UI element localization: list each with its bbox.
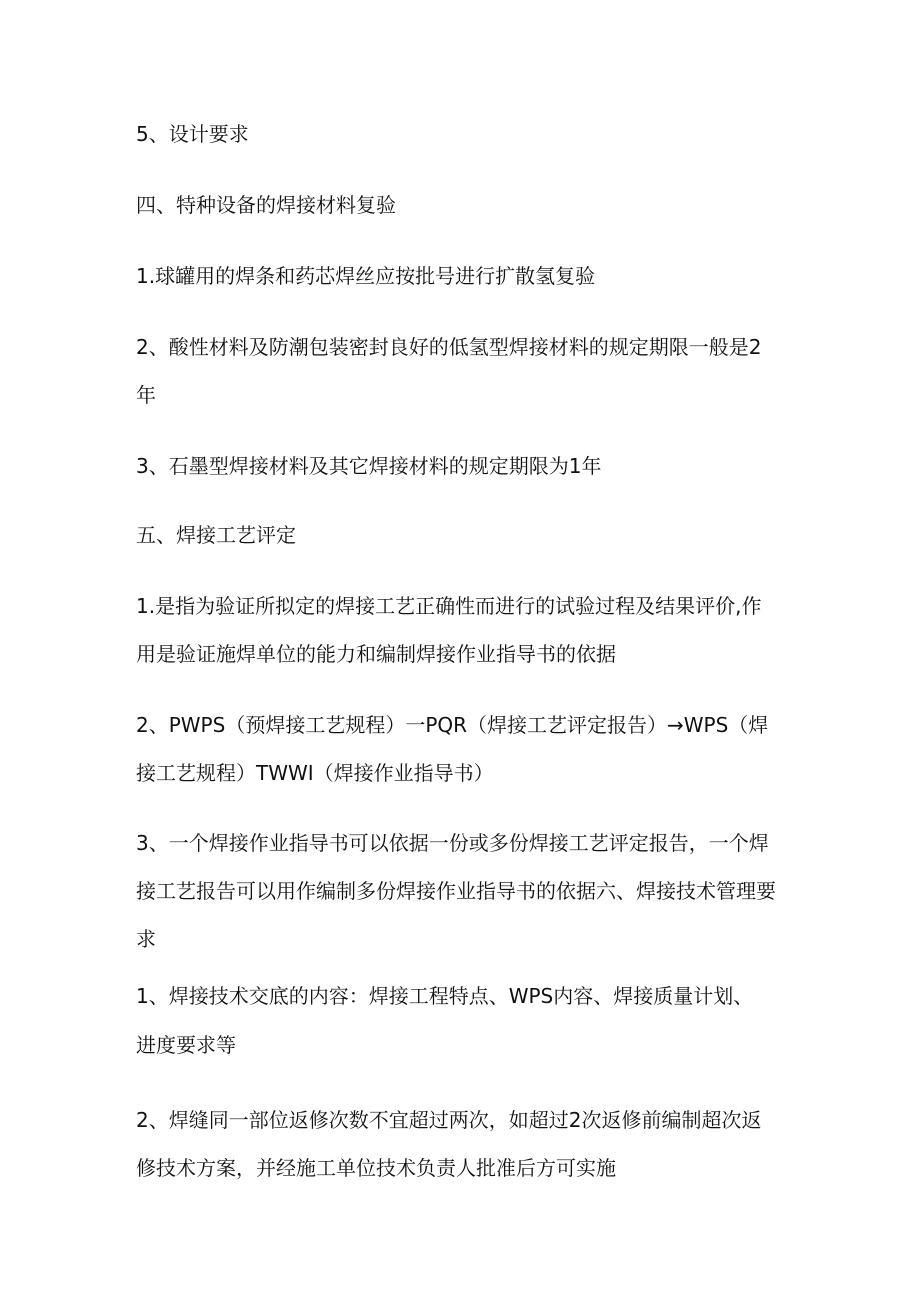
paragraph-line: 1.球罐用的焊条和药芯焊丝应按批号进行扩散氢复验 — [136, 264, 596, 288]
paragraph-line: 3、一个焊接作业指导书可以依据一份或多份焊接工艺评定报告，一个焊 — [136, 831, 769, 855]
paragraph-line: 2、焊缝同一部位返修次数不宜超过两次，如超过2次返修前编制超次返 — [136, 1108, 762, 1132]
paragraph-line: 修技术方案，并经施工单位技术负责人批准后方可实施 — [136, 1156, 616, 1180]
paragraph-line: 2、PWPS（预焊接工艺规程）一PQR（焊接工艺评定报告）→WPS（焊 — [136, 713, 769, 737]
paragraph-line: 1、焊接技术交底的内容：焊接工程特点、WPS内容、焊接质量计划、 — [136, 984, 754, 1008]
heading-design-requirements: 5、设计要求 — [136, 122, 249, 146]
paragraph-line: 进度要求等 — [136, 1033, 236, 1057]
paragraph-line: 求 — [136, 927, 156, 951]
paragraph-line: 3、石墨型焊接材料及其它焊接材料的规定期限为1年 — [136, 454, 602, 478]
paragraph-line: 2、酸性材料及防潮包装密封良好的低氢型焊接材料的规定期限一般是2 — [136, 335, 762, 359]
section-heading-4: 四、特种设备的焊接材料复验 — [136, 193, 396, 217]
paragraph-line: 1.是指为验证所拟定的焊接工艺正确性而进行的试验过程及结果评价,作 — [136, 594, 762, 618]
section-heading-5: 五、焊接工艺评定 — [136, 523, 296, 547]
paragraph-line: 接工艺规程）TWWI（焊接作业指导书） — [136, 761, 494, 785]
paragraph-line: 用是验证施焊单位的能力和编制焊接作业指导书的依据 — [136, 642, 616, 666]
paragraph-line: 接工艺报告可以用作编制多份焊接作业指导书的依据六、焊接技术管理要 — [136, 879, 776, 903]
paragraph-line: 年 — [136, 383, 156, 407]
